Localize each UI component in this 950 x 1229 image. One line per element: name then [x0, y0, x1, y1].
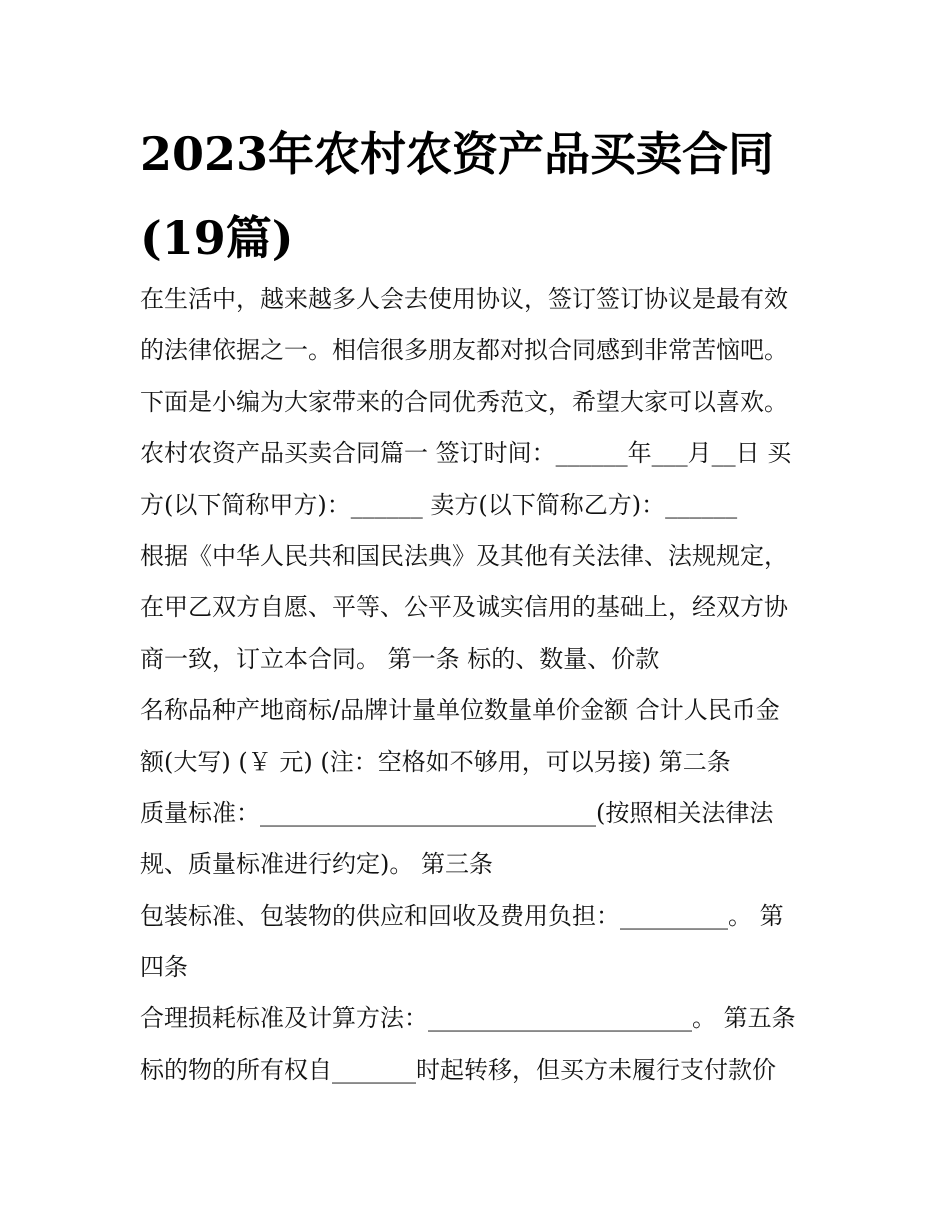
body-line: 方(以下简称甲方)：______ 卖方(以下简称乙方)：______ — [140, 490, 738, 519]
title-line: 2023年农村农资产品买卖合同 — [140, 127, 775, 181]
body-line: 额(大写) (￥ 元) (注：空格如不够用，可以另接) 第二条 — [140, 747, 731, 776]
body-line: 农村农资产品买卖合同篇一 签订时间：______年___月__日 买 — [140, 439, 792, 468]
body-line: 的法律依据之一。相信很多朋友都对拟合同感到非常苦恼吧。 — [140, 336, 788, 365]
body-line: 质量标准：____________________________(按照相关法律法 — [140, 798, 774, 827]
body-line: 在甲乙双方自愿、平等、公平及诚实信用的基础上，经双方协 — [140, 593, 788, 622]
body-line: 包装标准、包装物的供应和回收及费用负担：_________。 第 — [140, 901, 784, 930]
body-line: 在生活中，越来越多人会去使用协议，签订签订协议是最有效 — [140, 285, 788, 313]
title-line: (19篇) — [140, 211, 294, 265]
body-line: 下面是小编为大家带来的合同优秀范文，希望大家可以喜欢。 — [140, 387, 788, 416]
body-line: 合理损耗标准及计算方法：______________________。 第五条 — [140, 1004, 796, 1033]
document-body — [140, 274, 830, 1096]
body-line: 名称品种产地商标/品牌计量单位数量单价金额 合计人民币金 — [140, 696, 780, 725]
body-line: 规、质量标准进行约定)。 第三条 — [140, 850, 493, 879]
body-line: 四条 — [140, 953, 188, 982]
document-title — [140, 112, 830, 280]
body-line: 标的物的所有权自_______时起转移，但买方未履行支付款价 — [140, 1055, 776, 1084]
body-line: 根据《中华人民共和国民法典》及其他有关法律、法规规定， — [140, 541, 788, 570]
body-line: 商一致，订立本合同。 第一条 标的、数量、价款 — [140, 644, 660, 673]
